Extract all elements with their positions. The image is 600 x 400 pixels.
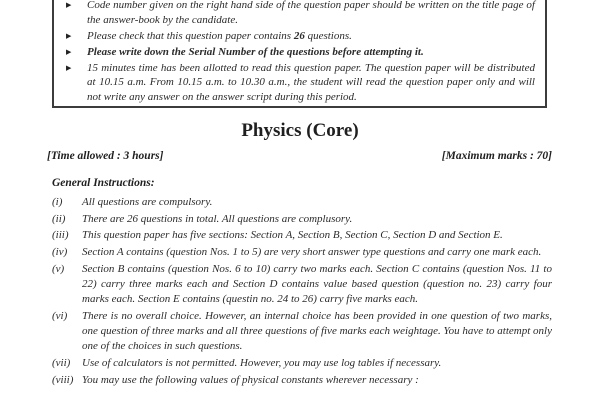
instruction-item-i xyxy=(52,195,552,210)
general-instructions-section xyxy=(52,177,552,389)
notice-text: Code number given on the right hand side of the question paper should be written on the title page of the answer-book by the candidate. xyxy=(87,0,535,26)
instruction-item-iii xyxy=(52,228,552,243)
notice-bullet-code-number xyxy=(61,0,535,27)
bullet-arrow-icon: ▶ xyxy=(66,1,72,9)
instruction-item-vii xyxy=(52,356,552,371)
instruction-number: (iv) xyxy=(52,246,68,259)
notice-bullet-serial-number xyxy=(61,45,535,60)
instruction-text: You may use the following values of physical constants wherever necessary : xyxy=(82,373,419,386)
general-instructions-heading: General Instructions: xyxy=(52,177,155,189)
instruction-text: Section B contains (question Nos. 6 to 10) carry two marks each. Section C contains (question Nos. 11 to 22) carry three marks each and Section D contains value based question (question no. 23) carry four marks each. Section E contains (questin no. 24 to 26) carry five marks each. xyxy=(82,262,552,306)
instruction-number: (vi) xyxy=(52,309,68,322)
notice-text xyxy=(87,29,535,44)
bullet-arrow-icon: ▶ xyxy=(66,47,72,56)
instruction-number: (v) xyxy=(52,262,65,275)
instruction-text: Section A contains (question Nos. 1 to 5) are very short answer type questions and carry one mark each. xyxy=(82,246,542,259)
maximum-marks-label: [Maximum marks : 70] xyxy=(441,150,552,162)
instruction-number: (ii) xyxy=(52,212,66,225)
notice-text-prefix: Please check that this question paper contains xyxy=(87,29,294,42)
notice-bullet-reading-time xyxy=(61,61,535,105)
notice-bullet-check-questions xyxy=(61,29,535,44)
instruction-text: All questions are compulsory. xyxy=(82,196,213,208)
notice-text: Please write down the Serial Number of the questions before attempting it. xyxy=(87,45,424,58)
instruction-text: There are 26 questions in total. All questions are complusory. xyxy=(82,212,353,225)
instruction-item-ii xyxy=(52,212,552,227)
instruction-number: (i) xyxy=(52,196,63,208)
question-count: 26 xyxy=(293,29,305,42)
instruction-number: (viii) xyxy=(52,373,74,386)
instruction-text: This question paper has five sections: Section A, Section B, Section C, Section D and Section E. xyxy=(82,229,503,242)
instruction-text: There is no overall choice. However, an internal choice has been provided in one question of two marks, one question of three marks and all three questions of five marks each weightage. You have to attempt only one of the choices in such questions. xyxy=(82,309,552,353)
instruction-number: (iii) xyxy=(52,229,69,242)
instruction-item-vi xyxy=(52,309,552,355)
bullet-arrow-icon: ▶ xyxy=(66,31,72,40)
bullet-arrow-icon: ▶ xyxy=(66,63,72,72)
instruction-item-v xyxy=(52,262,552,308)
notice-box xyxy=(52,0,547,108)
page-title: Physics (Core) xyxy=(241,120,359,141)
instruction-number: (vii) xyxy=(52,357,71,370)
time-allowed-label: [Time allowed : 3 hours] xyxy=(47,150,164,162)
exam-meta-row xyxy=(47,150,552,162)
instruction-item-iv xyxy=(52,245,552,260)
notice-text-suffix: questions. xyxy=(304,29,352,42)
instruction-text: Use of calculators is not permitted. However, you may use log tables if necessary. xyxy=(82,357,442,370)
notice-text: 15 minutes time has been allotted to read this question paper. The question paper will be distributed at 10.15 a.m. From 10.15 a.m. to 10.30 a.m., the student will read the question paper only and will not write any answer on the answer script during this period. xyxy=(87,61,535,103)
instruction-item-viii xyxy=(52,373,552,388)
